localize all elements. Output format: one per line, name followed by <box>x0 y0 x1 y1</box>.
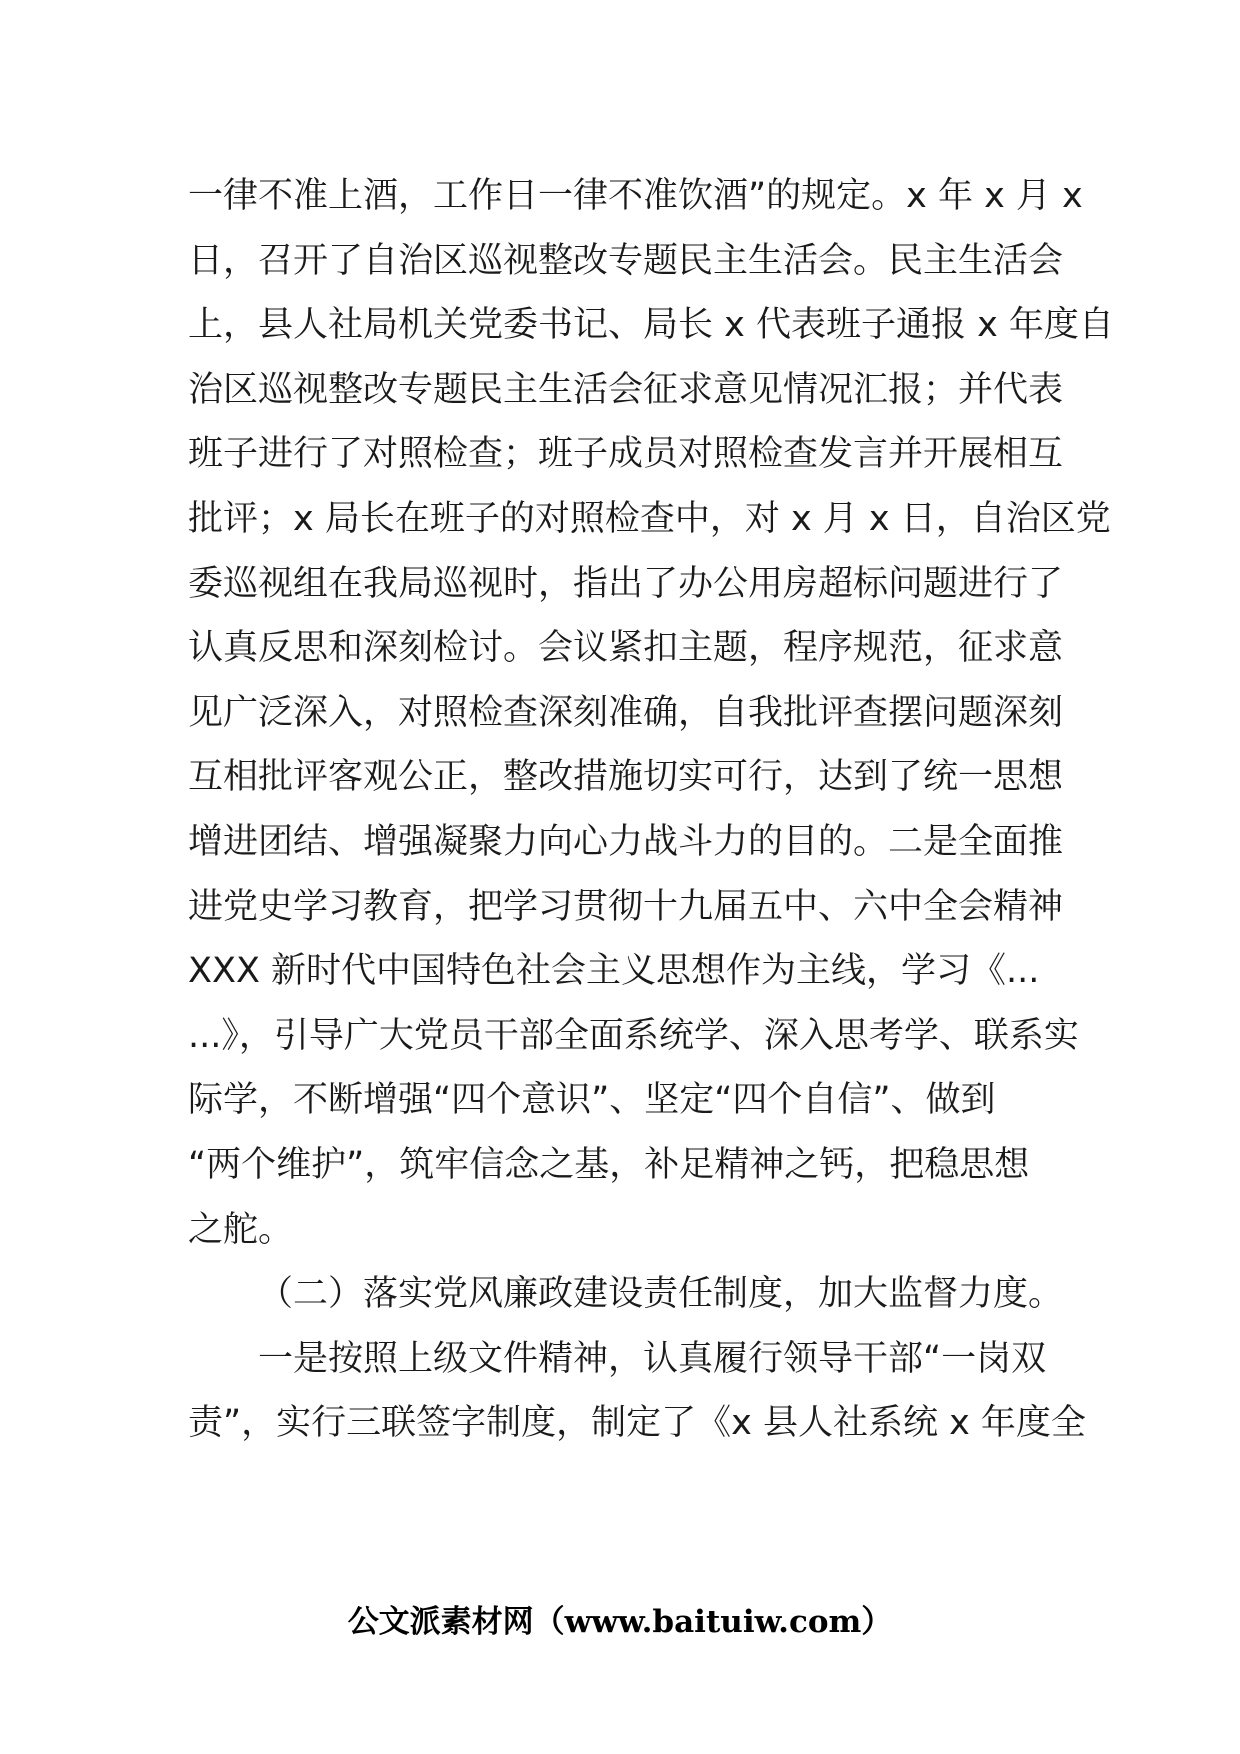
text-line: 进党史学习教育，把学习贯彻十九届五中、六中全会精神 <box>188 886 1064 927</box>
text-line: XXX 新时代中国特色社会主义思想作为主线，学习《... <box>188 951 1040 992</box>
text-line: 委巡视组在我局巡视时，指出了办公用房超标问题进行了 <box>188 563 1064 604</box>
text-line: 上，县人社局机关党委书记、局长 x 代表班子通报 x 年度自 <box>188 305 1114 346</box>
text-line: 一律不准上酒，工作日一律不准饮酒”的规定。x 年 x 月 x <box>188 176 1083 216</box>
text-line: 互相批评客观公正，整改措施切实可行，达到了统一思想 <box>188 757 1064 798</box>
text-line: 治区巡视整改专题民主生活会征求意见情况汇报；并代表 <box>188 369 1064 410</box>
text-line: 之舵。 <box>188 1209 294 1250</box>
text-line: 增进团结、增强凝聚力向心力战斗力的目的。二是全面推 <box>188 821 1064 862</box>
text-line: 见广泛深入，对照检查深刻准确，自我批评查摆问题深刻 <box>188 692 1064 733</box>
text-line: 班子进行了对照检查；班子成员对照检查发言并开展相互 <box>188 434 1064 475</box>
text-line: 责”，实行三联签字制度，制定了《x 县人社系统 x 年度全 <box>188 1403 1086 1444</box>
text-line: 认真反思和深刻检讨。会议紧扣主题，程序规范，征求意 <box>188 628 1064 669</box>
document-body <box>188 164 1114 1456</box>
text-line: 际学，不断增强“四个意识”、坚定“四个自信”、做到 <box>188 1080 996 1121</box>
text-line: 批评；x 局长在班子的对照检查中，对 x 月 x 日，自治区党 <box>188 498 1111 539</box>
text-line: 一是按照上级文件精神，认真履行领导干部“一岗双 <box>258 1338 1047 1379</box>
text-line: 日，召开了自治区巡视整改专题民主生活会。民主生活会 <box>188 240 1064 281</box>
footer-watermark: 公文派素材网（www.baituiw.com） <box>347 1604 893 1640</box>
section-heading: （二）落实党风廉政建设责任制度，加大监督力度。 <box>258 1274 1064 1315</box>
text-line: ...》，引导广大党员干部全面系统学、深入思考学、联系实 <box>188 1015 1079 1056</box>
text-line: “两个维护”，筑牢信念之基，补足精神之钙，把稳思想 <box>188 1144 1030 1185</box>
